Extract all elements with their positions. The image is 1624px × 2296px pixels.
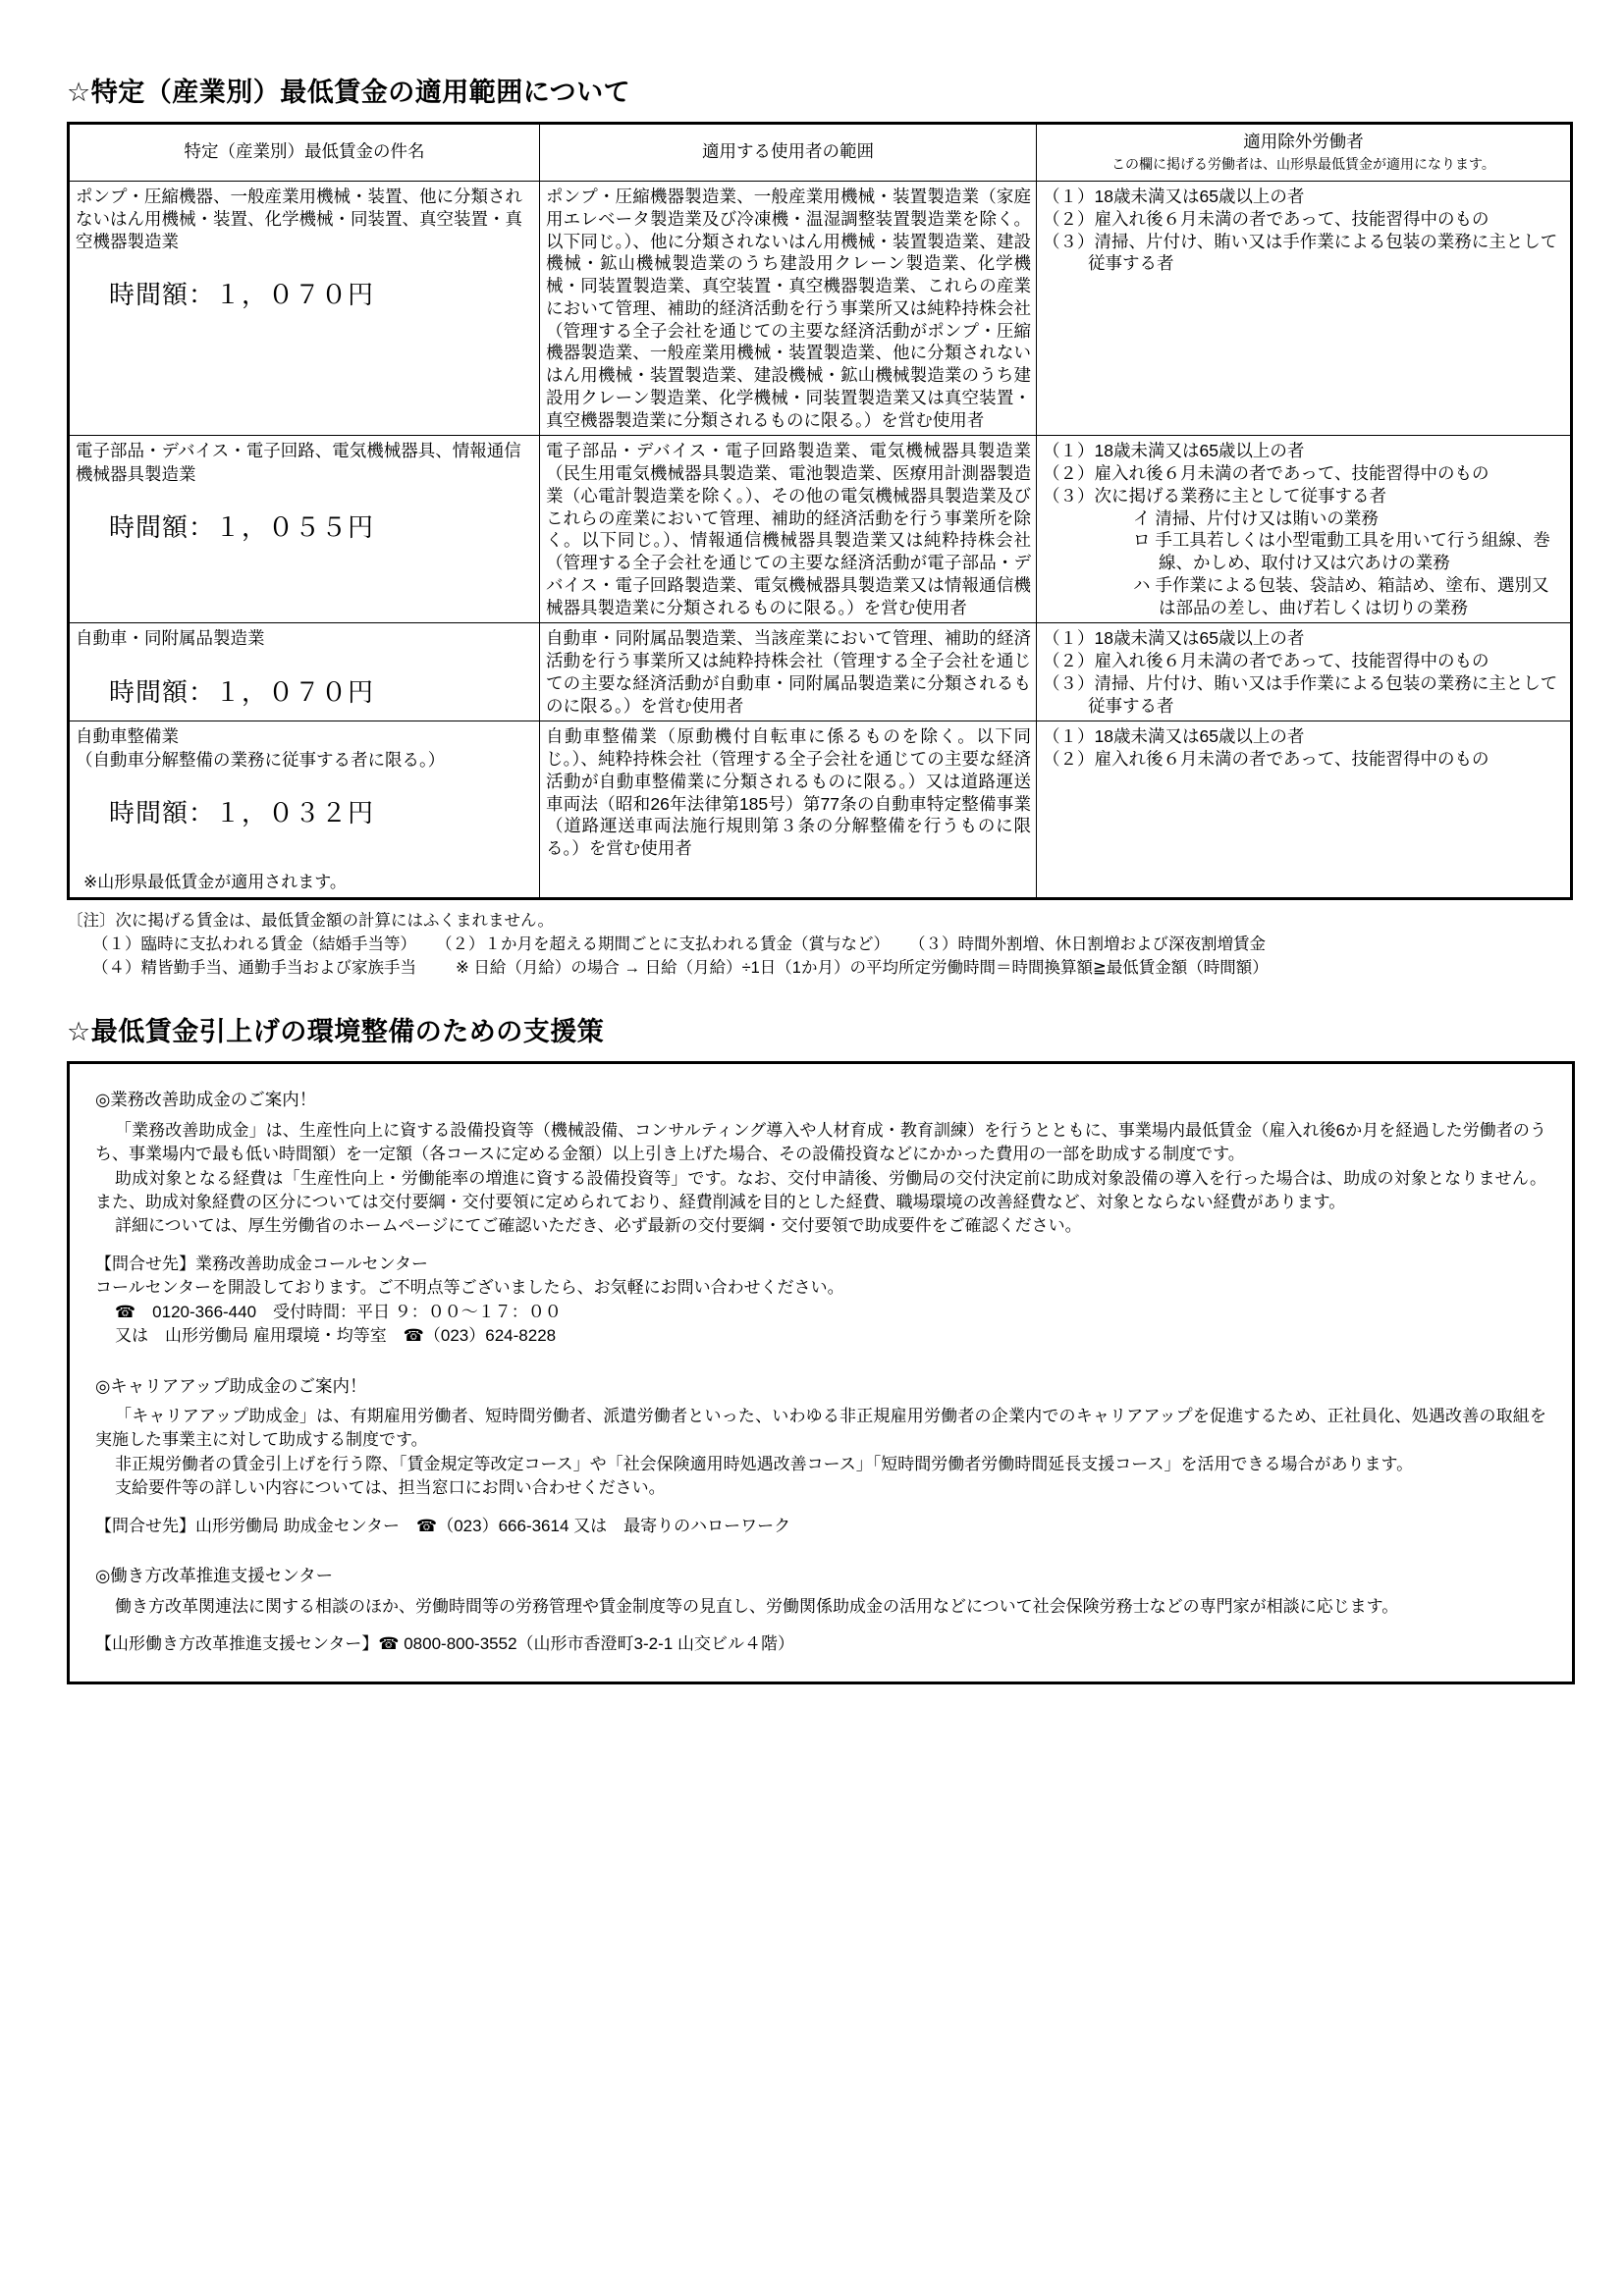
hourly-wage-amount: 時間額：１，０３２円 <box>109 797 375 828</box>
industry-name: 自動車整備業 （自動車分解整備の業務に従事する者に限る。） <box>76 726 446 770</box>
exclusion-subitem <box>1133 507 1565 530</box>
exclusion-item <box>1043 748 1565 771</box>
cell-excluded-workers <box>1037 436 1572 623</box>
cell-employer-scope <box>540 436 1037 623</box>
column-header-employer-scope-label: 適用する使用者の範囲 <box>702 140 874 161</box>
footnote-item-5: ※ 日給（月給）の場合 → 日給（月給）÷1日（1か月）の平均所定労働時間＝時間換算額≧最低賃金額（時間額） <box>456 959 1269 978</box>
table-row <box>69 436 1572 623</box>
cell-wage-name <box>69 436 540 623</box>
support-block <box>95 1374 1546 1539</box>
cell-excluded-workers <box>1037 623 1572 721</box>
exclusion-item-label: （１） <box>1043 726 1095 747</box>
support-paragraph: 働き方改革関連法に関する相談のほか、労働時間等の労務管理や賃金制度等の見直し、労働関係助成金の活用などについて社会保険労務士などの専門家が相談に応じます。 <box>115 1596 1399 1616</box>
contact-heading: 【山形働き方改革推進支援センター】☎ 0800-800-3552（山形市香澄町3-2-1 山交ビル４階） <box>95 1633 794 1653</box>
exclusion-item-text: 清掃、片付け、賄い又は手作業による包装の業務に主として従事する者 <box>1088 672 1558 716</box>
exclusion-list <box>1043 440 1565 618</box>
exclusion-item-label: （３） <box>1043 485 1095 506</box>
exclusion-item-label: （２） <box>1043 749 1095 770</box>
employer-scope-text: ポンプ・圧縮機器製造業、一般産業用機械・装置製造業（家庭用エレベータ製造業及び冷凍機・温湿調整装置製造業を除く。以下同じ。）、他に分類されないはん用機械・装置製造業、建設機械・鉱山機械製造業のうち建設用クレーン製造業、化学機械・同装置製造業、真空装置・真空機器製造業、これらの産業において管理、補助的経済活動を行う事業所又は純粋持株会社（管理する全子会社を通じての主要な経済活動がポンプ・圧縮機器製造業、一般産業用機械・装置製造業、他に分類されないはん用機械・装置製造業、建設機械・鉱山機械製造業のうち建設用クレーン製造業、化学機械・同装置製造業又は真空装置・真空機器製造業に分類されるものに限る。）を営む使用者 <box>546 187 1031 430</box>
industry-name: 電子部品・デバイス・電子回路、電気機械器具、情報通信機械器具製造業 <box>76 441 521 484</box>
table-body <box>69 182 1572 899</box>
support-block <box>95 1564 1546 1656</box>
table-row <box>69 182 1572 436</box>
exclusion-item-text: 次に掲げる業務に主として従事する者 <box>1094 485 1386 506</box>
industry-name: ポンプ・圧縮機器、一般産業用機械・装置、他に分類されないはん用機械・装置、化学機械・同装置、真空装置・真空機器製造業 <box>76 187 522 252</box>
exclusion-item-label: （２） <box>1043 208 1095 229</box>
cell-wage-name <box>69 623 540 721</box>
support-paragraph: 「業務改善助成金」は、生産性向上に資する設備投資等（機械設備、コンサルティング導入や人材育成・教育訓練）を行うとともに、事業場内最低賃金（雇入れ後6か月を経過した労働者のうち、事業場内で最も低い時間額）を一定額（各コースに定める金額）以上引き上げた場合、その設備投資などにかかった費用の一部を助成する制度です。 <box>95 1120 1546 1164</box>
section-2-title: ☆最低賃金引上げの環境整備のための支援策 <box>67 1017 605 1046</box>
hourly-wage-amount: 時間額：１，０５５円 <box>109 511 375 542</box>
exclusion-item <box>1043 440 1565 462</box>
exclusion-item-label: （２） <box>1043 463 1095 484</box>
exclusion-subitem-label: ロ <box>1133 530 1156 551</box>
support-measures-section <box>67 1016 1575 1684</box>
cell-employer-scope <box>540 623 1037 721</box>
exclusion-item-text: 雇入れ後６月未満の者であって、技能習得中のもの <box>1094 749 1489 770</box>
exclusion-item-label: （２） <box>1043 651 1095 671</box>
footnote-line-2 <box>92 957 1575 981</box>
footnote-item-2: （２）１か月を超える期間ごとに支払われる賃金（賞与など） <box>436 935 890 954</box>
column-header-wage-name <box>69 124 540 182</box>
exclusion-item-text: 18歳未満又は65歳以上の者 <box>1094 187 1305 207</box>
contact-line: ☎ 0120-366-440 受付時間：平日 ９：００～１７：００ <box>115 1302 562 1321</box>
cell-excluded-workers <box>1037 182 1572 436</box>
support-paragraph: 詳細については、厚生労働省のホームページにてご確認いただき、必ず最新の交付要綱・交付要領で助成要件をご確認ください。 <box>115 1216 1082 1236</box>
minimum-wage-table <box>67 122 1573 900</box>
support-paragraph: 「キャリアアップ助成金」は、有期雇用労働者、短時間労働者、派遣労働者といった、いわゆる非正規雇用労働者の企業内でのキャリアアップを促進するため、正社員化、処遇改善の取組を実施した事業主に対して助成する制度です。 <box>95 1406 1546 1450</box>
footnote-item-4: （４）精皆勤手当、通勤手当および家族手当 <box>92 959 416 978</box>
exclusion-item-text: 雇入れ後６月未満の者であって、技能習得中のもの <box>1094 651 1489 671</box>
table-footnotes <box>67 910 1575 981</box>
exclusion-item <box>1043 231 1565 276</box>
exclusion-item-label: （３） <box>1043 231 1095 251</box>
exclusion-subitem-label: ハ <box>1133 574 1156 595</box>
column-header-employer-scope <box>540 124 1037 182</box>
support-block-heading: ◎働き方改革推進支援センター <box>95 1566 334 1586</box>
cell-employer-scope <box>540 182 1037 436</box>
exclusion-item <box>1043 725 1565 748</box>
spacer <box>95 1619 1546 1632</box>
exclusion-item <box>1043 485 1565 619</box>
cell-wage-name <box>69 182 540 436</box>
exclusion-sublist <box>1088 507 1565 619</box>
contact-line: コールセンターを開設しております。ご不明点等ございましたら、お気軽にお問い合わせください。 <box>95 1278 844 1298</box>
hourly-wage-amount: 時間額：１，０７０円 <box>109 280 375 310</box>
footnote-heading: 〔注〕次に掲げる賃金は、最低賃金額の計算にはふくまれません。 <box>67 912 554 931</box>
exclusion-item <box>1043 186 1565 208</box>
spacer <box>95 1501 1546 1515</box>
exclusion-item-text: 18歳未満又は65歳以上の者 <box>1094 726 1305 747</box>
table-header-row <box>69 124 1572 182</box>
footnote-item-1: （１）臨時に支払われる賃金（結婚手当等） <box>92 935 416 954</box>
contact-heading: 【問合せ先】業務改善助成金コールセンター <box>95 1254 428 1273</box>
exclusion-item <box>1043 650 1565 672</box>
contact-line: 又は 山形労働局 雇用環境・均等室 ☎（023）624-8228 <box>115 1326 557 1346</box>
hourly-wage-amount: 時間額：１，０７０円 <box>109 676 375 707</box>
exclusion-subitem <box>1133 574 1565 619</box>
employer-scope-text: 電子部品・デバイス・電子回路製造業、電気機械器具製造業（民生用電気機械器具製造業、電池製造業、医療用計測器製造業（心電計製造業を除く。）、その他の電気機械器具製造業及びこれらの産業において管理、補助的経済活動を行う事業所を除く。以下同じ。）、情報通信機械器具製造業又は純粋持株会社（管理する全子会社を通じての主要な経済活動が電子部品・デバイス・電子回路製造業、電気機械器具製造業又は情報通信機械器具製造業に分類されるものに限る。）を営む使用者 <box>546 441 1031 617</box>
column-header-wage-name-label: 特定（産業別）最低賃金の件名 <box>184 140 425 161</box>
column-header-excluded-workers <box>1037 124 1572 182</box>
spacer <box>95 1239 1546 1253</box>
exclusion-item <box>1043 672 1565 718</box>
column-header-excluded-workers-label: 適用除外労働者 <box>1243 132 1364 152</box>
cell-employer-scope <box>540 721 1037 899</box>
table-row <box>69 721 1572 899</box>
wage-cell-note: ※山形県最低賃金が適用されます。 <box>83 873 347 892</box>
support-paragraph: 助成対象となる経費は「生産性向上・労働能率の増進に資する設備投資等」です。なお、交付申請後、労働局の交付決定前に助成対象設備の導入を行った場合は、助成の対象となりません。また、助成対象経費の区分については交付要綱・交付要領に定められており、経費削減を目的とした経費、職場環境の改善経費など、対象とならない経費があります。 <box>95 1168 1547 1211</box>
exclusion-item-label: （１） <box>1043 628 1095 649</box>
exclusion-subitem-label: イ <box>1133 507 1156 528</box>
exclusion-item <box>1043 208 1565 231</box>
exclusion-list <box>1043 725 1565 771</box>
exclusion-subitem-text: 手工具若しくは小型電動工具を用いて行う組線、巻線、かしめ、取付け又は穴あけの業務 <box>1155 530 1550 573</box>
employer-scope-text: 自動車整備業（原動機付自転車に係るものを除く。以下同じ。）、純粋持株会社（管理する全子会社を通じての主要な経済活動が自動車整備業に分類されるものに限る。）又は道路運送車両法（昭和26年法律第185号）第77条の自動車特定整備事業（道路運送車両法施行規則第３条の分解整備を行うものに限る。）を営む使用者 <box>546 726 1031 859</box>
support-paragraph: 支給要件等の詳しい内容については、担当窓口にお問い合わせください。 <box>115 1478 666 1498</box>
column-header-excluded-workers-subtext: この欄に掲げる労働者は、山形県最低賃金が適用になります。 <box>1111 156 1495 173</box>
exclusion-item-text: 18歳未満又は65歳以上の者 <box>1094 628 1305 649</box>
exclusion-item-label: （１） <box>1043 441 1095 461</box>
table-row <box>69 623 1572 721</box>
support-measures-box <box>67 1061 1575 1684</box>
exclusion-list <box>1043 627 1565 717</box>
exclusion-item-text: 18歳未満又は65歳以上の者 <box>1094 441 1305 461</box>
exclusion-item <box>1043 627 1565 650</box>
support-block-heading: ◎キャリアアップ助成金のご案内！ <box>95 1375 367 1396</box>
section-1-title: ☆特定（産業別）最低賃金の適用範囲について <box>67 78 631 107</box>
exclusion-item-text: 雇入れ後６月未満の者であって、技能習得中のもの <box>1094 463 1489 484</box>
exclusion-subitem-text: 手作業による包装、袋詰め、箱詰め、塗布、選別又は部品の差し、曲げ若しくは切りの業務 <box>1155 574 1549 617</box>
exclusion-item-text: 雇入れ後６月未満の者であって、技能習得中のもの <box>1094 208 1489 229</box>
support-block <box>95 1088 1546 1348</box>
exclusion-subitem <box>1133 529 1565 574</box>
exclusion-item-text: 清掃、片付け、賄い又は手作業による包装の業務に主として従事する者 <box>1088 231 1558 274</box>
exclusion-item-label: （１） <box>1043 187 1095 207</box>
cell-excluded-workers <box>1037 721 1572 899</box>
footnote-item-3: （３）時間外割増、休日割増および深夜割増賃金 <box>909 935 1266 954</box>
support-block-heading: ◎業務改善助成金のご案内！ <box>95 1090 317 1110</box>
exclusion-item <box>1043 462 1565 485</box>
exclusion-subitem-text: 清掃、片付け又は賄いの業務 <box>1155 507 1379 528</box>
industry-name: 自動車・同附属品製造業 <box>76 628 265 649</box>
support-paragraph: 非正規労働者の賃金引上げを行う際、「賃金規定等改定コース」や「社会保険適用時処遇改善コース」「短時間労働者労働時間延長支援コース」を活用できる場合があります。 <box>115 1454 1414 1473</box>
contact-heading: 【問合せ先】山形労働局 助成金センター ☎（023）666-3614 又は 最寄りのハローワーク <box>95 1516 791 1535</box>
footnote-line-1 <box>92 934 1575 957</box>
exclusion-item-label: （３） <box>1043 672 1095 693</box>
exclusion-list <box>1043 186 1565 275</box>
cell-wage-name <box>69 721 540 899</box>
employer-scope-text: 自動車・同附属品製造業、当該産業において管理、補助的経済活動を行う事業所又は純粋持株会社（管理する全子会社を通じての主要な経済活動が自動車・同附属品製造業に分類されるものに限る。）を営む使用者 <box>546 628 1031 716</box>
